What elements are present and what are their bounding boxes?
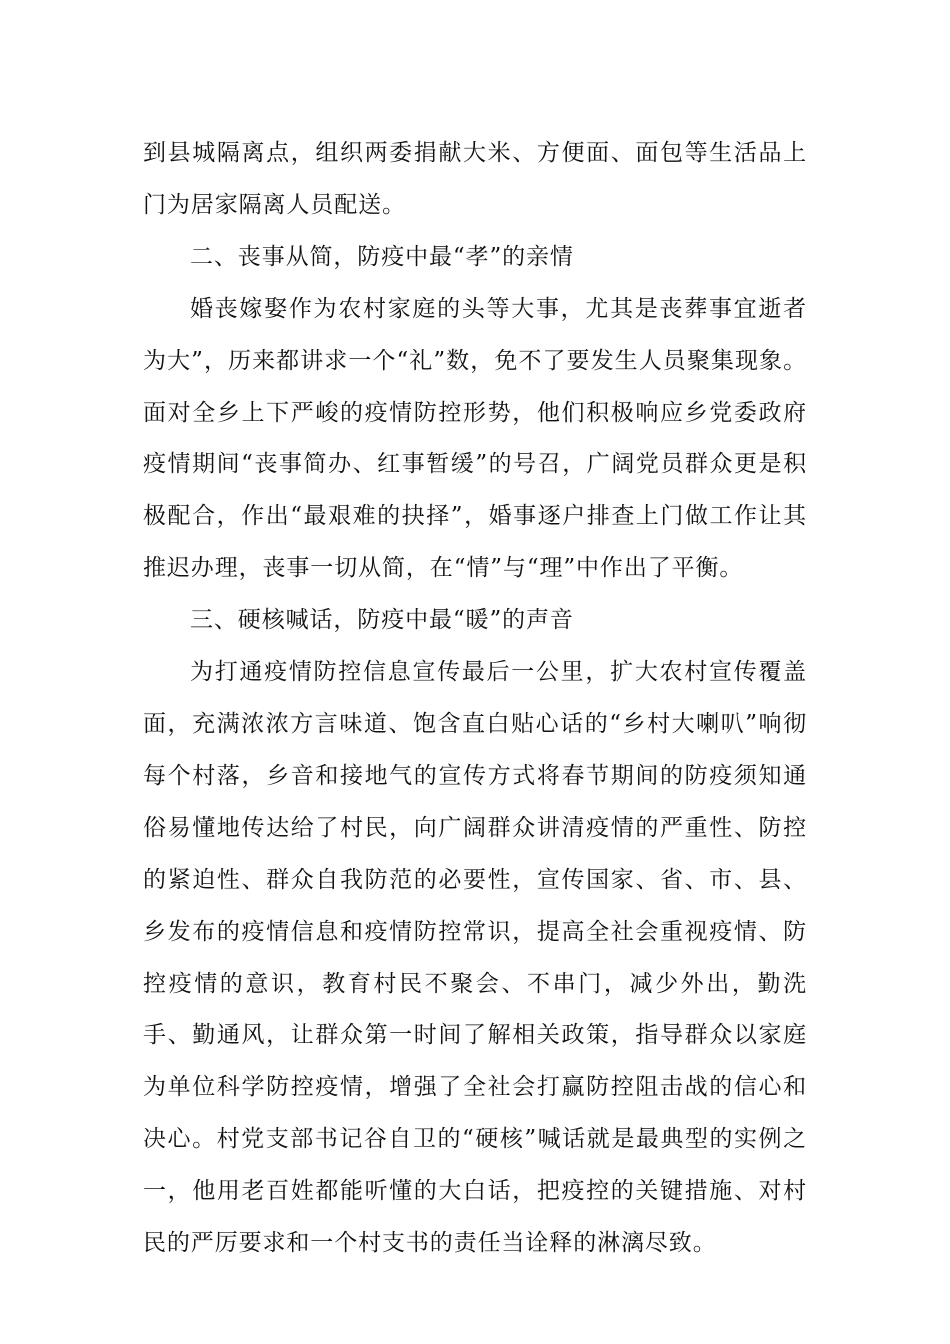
section-heading-2: 二、丧事从简，防疫中最“孝”的亲情 bbox=[190, 243, 574, 270]
document-body bbox=[143, 128, 807, 1270]
section-heading-3: 三、硬核喊话，防疫中最“暖”的声音 bbox=[190, 607, 574, 634]
paragraph-funerals: 婚丧嫁娶作为农村家庭的头等大事，尤其是丧葬事宜逝者为大”，历来都讲求一个“礼”数，免不了要发生人员聚集现象。面对全乡上下严峻的疫情防控形势，他们积极响应乡党委政府疫情期间“丧事简办、红事暂缓”的号召，广阔党员群众更是积极配合，作出“最艰难的抉择”，婚事逐户排查上门做工作让其推迟办理，丧事一切从简，在“情”与“理”中作出了平衡。 bbox=[143, 295, 807, 582]
paragraph-continuation: 到县城隔离点，组织两委捐献大米、方便面、面包等生活品上门为居家隔离人员配送。 bbox=[143, 140, 807, 218]
paragraph-broadcast: 为打通疫情防控信息宣传最后一公里，扩大农村宣传覆盖面，充满浓浓方言味道、饱含直白贴心话的“乡村大喇叭”响彻每个村落，乡音和接地气的宣传方式将春节期间的防疫须知通俗易懂地传达给了村民，向广阔群众讲清疫情的严重性、防控的紧迫性、群众自我防范的必要性，宣传国家、省、市、县、乡发布的疫情信息和疫情防控常识，提高全社会重视疫情、防控疫情的意识，教育村民不聚会、不串门，减少外出，勤洗手、勤通风，让群众第一时间了解相关政策，指导群众以家庭为单位科学防控疫情，增强了全社会打赢防控阻击战的信心和决心。村党支部书记谷自卫的“硬核”喊话就是最典型的实例之一，他用老百姓都能听懂的大白话，把疫控的关键措施、对村民的严厉要求和一个村支书的责任当诠释的淋漓尽致。 bbox=[143, 659, 807, 1257]
